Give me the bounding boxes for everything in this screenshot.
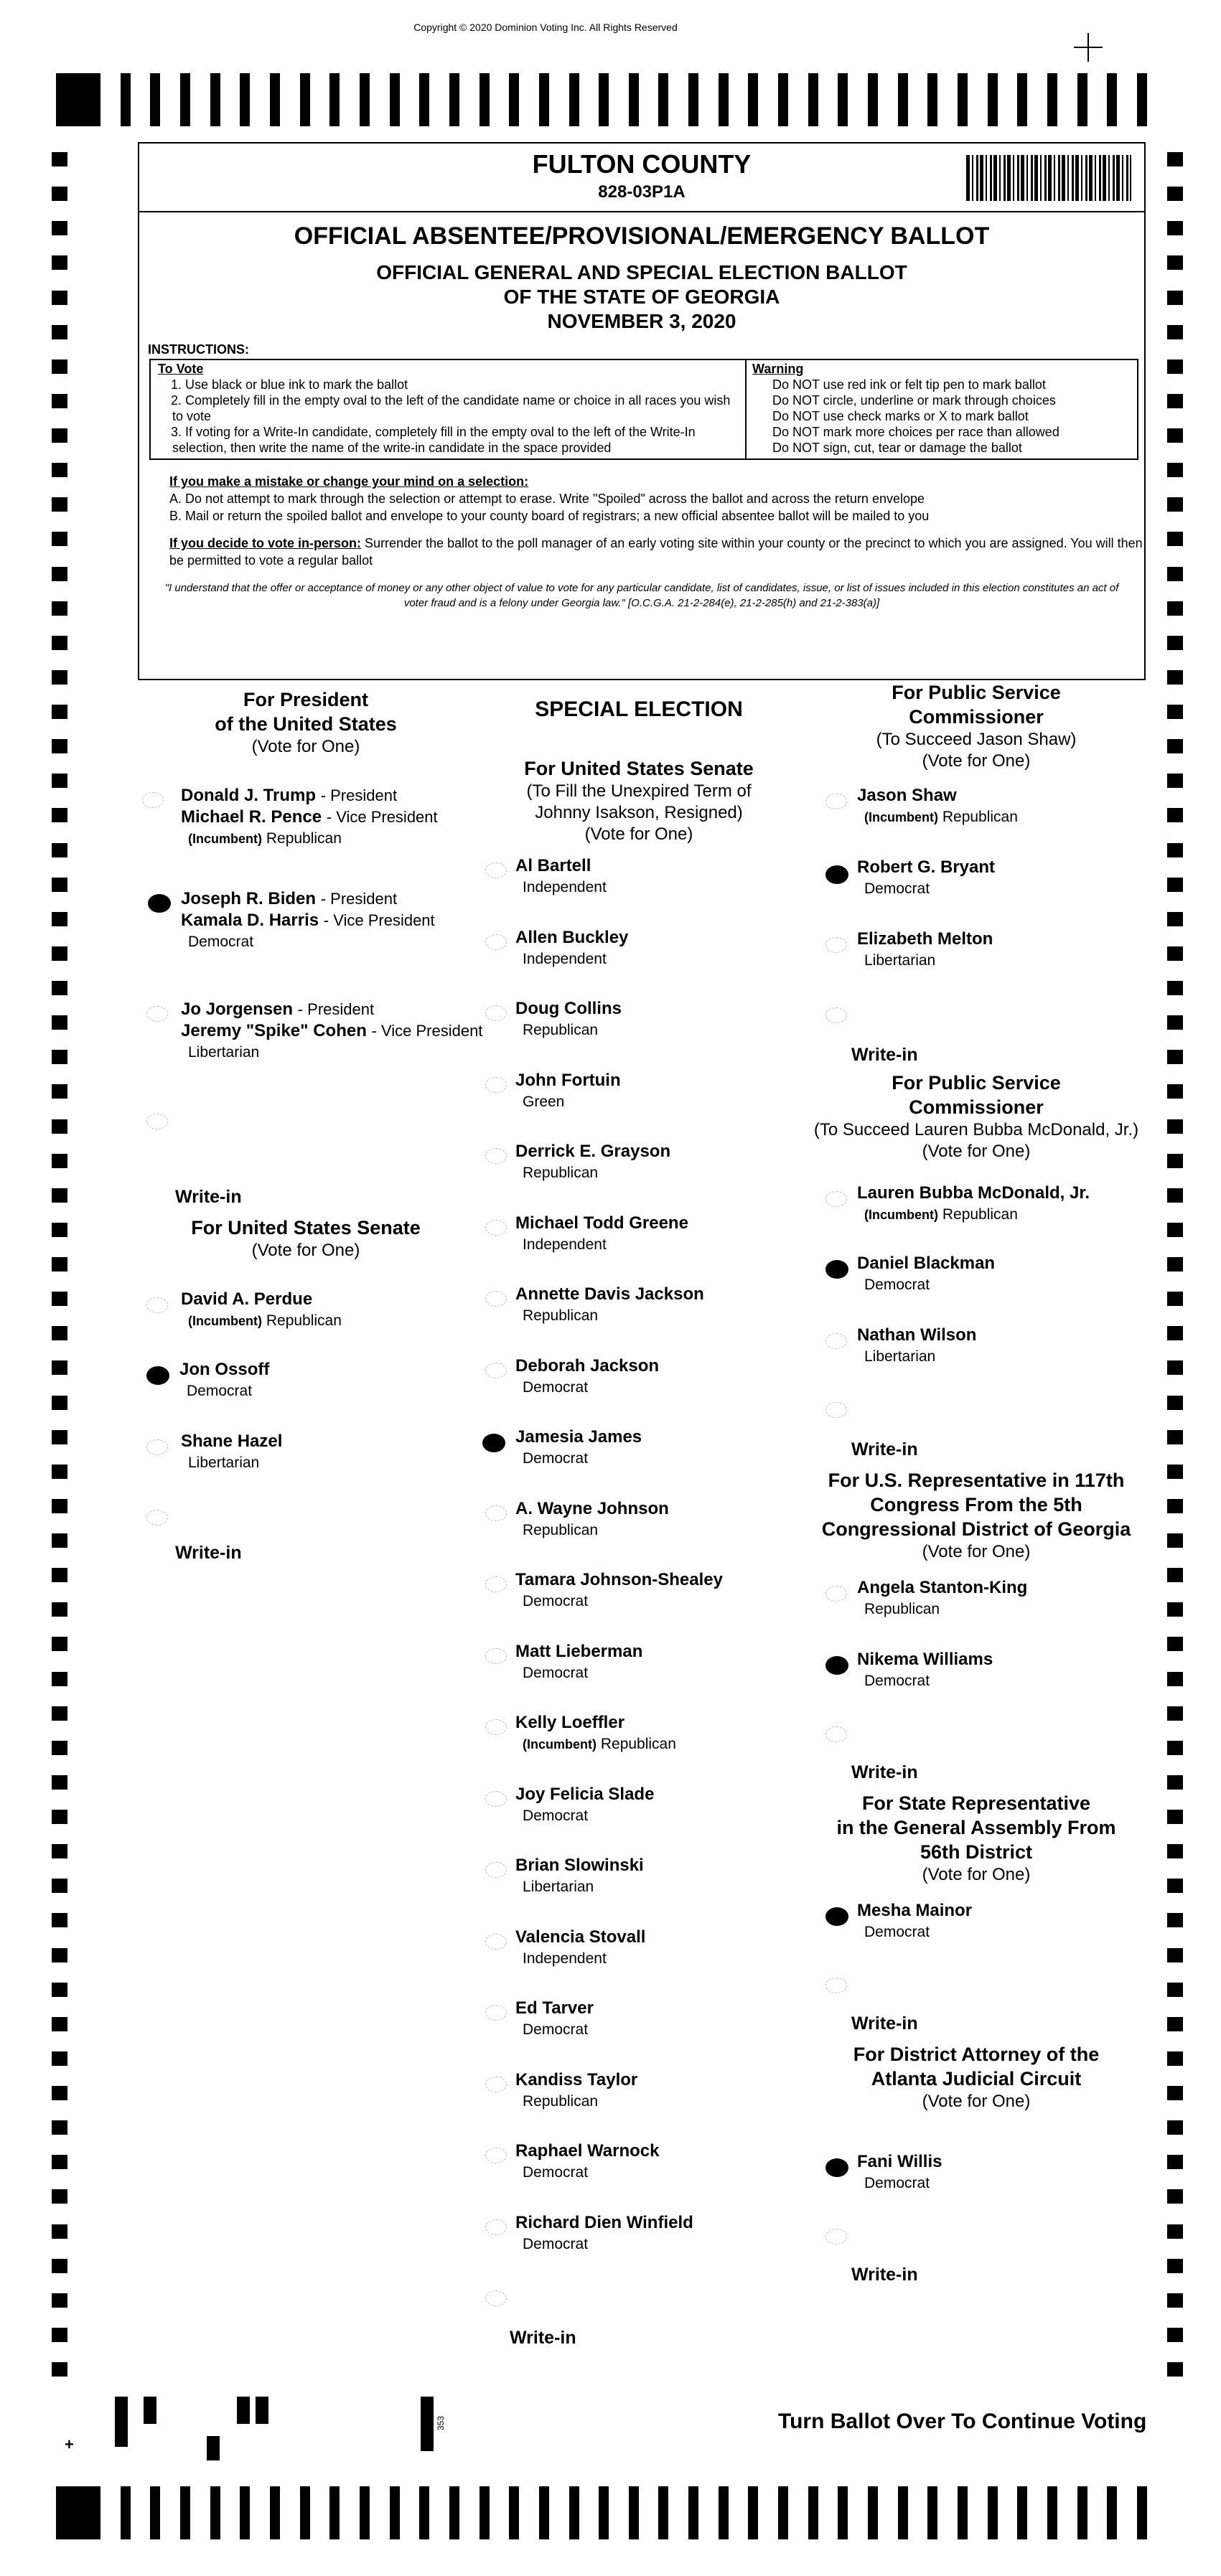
candidate-mcdonald: Lauren Bubba McDonald, Jr. (Incumbent) Republican: [857, 1183, 1090, 1223]
plus-mark: +: [65, 2435, 74, 2453]
vote-oval[interactable]: [825, 937, 847, 953]
writein-label: Write-in: [851, 1439, 918, 1459]
special-candidate: Jamesia James Democrat: [515, 1427, 642, 1467]
vote-oval-writein[interactable]: [825, 1978, 847, 1993]
vote-oval-writein[interactable]: [825, 2229, 847, 2244]
candidate-wilson: Nathan Wilson Libertarian: [857, 1325, 977, 1365]
timing-marks-right: [1167, 152, 1183, 2377]
special-candidate: Brian Slowinski Libertarian: [515, 1856, 644, 1895]
special-candidate: Kelly Loeffler (Incumbent) Republican: [515, 1713, 676, 1752]
vote-oval-marked[interactable]: [825, 1656, 848, 1675]
vote-oval-marked[interactable]: [825, 865, 848, 884]
vote-oval[interactable]: [485, 1363, 507, 1378]
vote-oval[interactable]: [485, 1220, 507, 1236]
instruction-item: 1. Use black or blue ink to mark the ballot: [171, 377, 408, 392]
candidate-perdue: David A. Perdue (Incumbent) Republican: [181, 1289, 342, 1329]
vote-oval[interactable]: [485, 1077, 507, 1093]
candidate-hazel: Shane Hazel Libertarian: [181, 1432, 283, 1471]
instructions-label: INSTRUCTIONS:: [148, 342, 249, 357]
special-candidate: Ed Tarver Democrat: [515, 1998, 594, 2038]
vote-oval[interactable]: [485, 1148, 507, 1164]
barcode-icon: [966, 155, 1131, 201]
special-candidate: Deborah Jackson Democrat: [515, 1356, 660, 1396]
ballot-sequence-number: 353: [436, 2415, 446, 2431]
candidate-shaw: Jason Shaw (Incumbent) Republican: [857, 786, 1018, 825]
race-da-title: For District Attorney of the Atlanta Judicial Circuit (Vote for One): [853, 2044, 1100, 2111]
vote-oval[interactable]: [485, 862, 507, 878]
candidate-stanton-king: Angela Stanton-King Republican: [857, 1578, 1028, 1617]
writein-label: Write-in: [851, 2013, 918, 2034]
special-candidate: Raphael Warnock Democrat: [515, 2141, 660, 2181]
warning-item: Do NOT mark more choices per race than allowed: [772, 425, 1059, 439]
vote-oval-writein[interactable]: [146, 1114, 168, 1129]
vote-oval[interactable]: [485, 1648, 507, 1664]
vote-oval[interactable]: [485, 1005, 507, 1021]
special-candidate: Matt Lieberman Democrat: [515, 1642, 643, 1681]
instruction-item: 2. Completely fill in the empty oval to the left of the candidate name or choice in all races you wish to vote: [171, 393, 731, 423]
candidate-melton: Elizabeth Melton Libertarian: [857, 929, 993, 969]
to-vote-heading: To Vote: [158, 362, 204, 376]
race-senate-title: For United States Senate (Vote for One): [191, 1217, 421, 1260]
vote-oval[interactable]: [142, 792, 164, 808]
voter-fraud-notice: "I understand that the offer or acceptance of money or any other object of value to vote for any particular candidate, list of candidates, issue, or list of issues included in this election constitutes an act of voter fraud and is a felony under Georgia law." [O.C.G.A. 21-2-284(e), 21-2-285(h) and 21-2-383(a)]: [164, 582, 1119, 609]
vote-oval[interactable]: [146, 1006, 168, 1022]
vote-oval[interactable]: [485, 1576, 507, 1592]
race-psc1-title: For Public Service Commissioner (To Succeed Jason Shaw) (Vote for One): [876, 682, 1077, 771]
special-candidate: Richard Dien Winfield Democrat: [515, 2213, 693, 2252]
vote-oval[interactable]: [485, 1934, 507, 1950]
special-candidate: Kandiss Taylor Republican: [515, 2070, 638, 2110]
writein-label: Write-in: [851, 1045, 918, 1065]
writein-label: Write-in: [175, 1187, 242, 1207]
vote-oval[interactable]: [146, 1297, 168, 1313]
race-house-title: For U.S. Representative in 117th Congress From the 5th Congressional District of Georgia (Vote for One): [821, 1470, 1131, 1561]
candidate-bryant: Robert G. Bryant Democrat: [857, 857, 996, 897]
election-title: OFFICIAL GENERAL AND SPECIAL ELECTION BALLOT OF THE STATE OF GEORGIA NOVEMBER 3, 2020: [376, 261, 907, 332]
vote-oval[interactable]: [485, 2148, 507, 2163]
special-candidate: Michael Todd Greene Independent: [515, 1213, 688, 1253]
special-candidate: A. Wayne Johnson Republican: [515, 1499, 669, 1538]
race-psc2-title: For Public Service Commissioner (To Succeed Lauren Bubba McDonald, Jr.) (Vote for One): [813, 1072, 1139, 1161]
writein-label: Write-in: [510, 2328, 576, 2348]
special-candidate: Valencia Stovall Independent: [515, 1927, 646, 1967]
vote-oval[interactable]: [485, 1719, 507, 1735]
vote-oval-marked[interactable]: [482, 1434, 505, 1452]
vote-oval[interactable]: [825, 1586, 847, 1602]
writein-label: Write-in: [851, 2265, 918, 2285]
vote-oval[interactable]: [485, 1862, 507, 1878]
special-candidate: Doug Collins Republican: [515, 999, 622, 1038]
turn-over-notice: Turn Ballot Over To Continue Voting: [778, 2410, 1147, 2433]
vote-oval[interactable]: [485, 1505, 507, 1521]
special-candidate: Annette Davis Jackson Republican: [515, 1284, 704, 1324]
writein-label: Write-in: [175, 1543, 242, 1563]
timing-marks-bottom: [56, 2486, 1147, 2539]
vote-oval[interactable]: [485, 1791, 507, 1807]
vote-oval-writein[interactable]: [825, 1402, 847, 1418]
instruction-item: 3. If voting for a Write-In candidate, completely fill in the empty oval to the left of the Write-In selection, then write the name of the write-in candidate in the space provided: [171, 425, 696, 455]
candidate-biden-harris: Joseph R. Biden - President Kamala D. Harris - Vice President Democrat: [181, 889, 435, 950]
vote-oval-marked[interactable]: [825, 2158, 848, 2177]
vote-oval-marked[interactable]: [146, 1366, 169, 1385]
special-candidate: Tamara Johnson-Shealey Democrat: [515, 1570, 723, 1609]
vote-oval[interactable]: [146, 1439, 168, 1455]
special-candidate: John Fortuin Green: [515, 1071, 621, 1110]
copyright: Copyright © 2020 Dominion Voting Inc. All Rights Reserved: [413, 22, 678, 33]
writein-label: Write-in: [851, 1762, 918, 1782]
special-candidate: Allen Buckley Independent: [515, 928, 629, 967]
vote-oval[interactable]: [485, 2077, 507, 2092]
candidate-williams: Nikema Williams Democrat: [857, 1650, 993, 1689]
vote-oval-marked[interactable]: [825, 1907, 848, 1926]
vote-oval-writein[interactable]: [485, 2290, 507, 2306]
vote-oval[interactable]: [825, 1333, 847, 1349]
candidate-willis: Fani Willis Democrat: [857, 2152, 942, 2191]
race-special-senate-title: For United States Senate (To Fill the Unexpired Term of Johnny Isakson, Resigned) (Vote for One): [524, 758, 754, 844]
registration-mark-icon: [1074, 33, 1103, 62]
special-candidate: Al Bartell Independent: [515, 856, 607, 896]
candidate-ossoff: Jon Ossoff Democrat: [179, 1360, 270, 1399]
vote-oval[interactable]: [825, 1191, 847, 1207]
warning-item: Do NOT sign, cut, tear or damage the ballot: [772, 441, 1022, 455]
vote-oval[interactable]: [485, 2219, 507, 2235]
warning-heading: Warning: [752, 362, 804, 376]
race-state-rep-title: For State Representative in the General Assembly From 56th District (Vote for One): [836, 1792, 1116, 1884]
vote-oval-writein[interactable]: [825, 1726, 847, 1742]
vote-oval-writein[interactable]: [825, 1007, 847, 1023]
vote-oval[interactable]: [825, 794, 847, 809]
special-candidate: Joy Felicia Slade Democrat: [515, 1785, 655, 1824]
special-candidate: Derrick E. Grayson Republican: [515, 1142, 671, 1181]
race-president-title: For President of the United States (Vote for One): [215, 689, 397, 756]
vote-oval[interactable]: [485, 934, 507, 950]
county-name: FULTON COUNTY: [532, 149, 752, 179]
candidate-jorgensen-cohen: Jo Jorgensen - President Jeremy "Spike" Cohen - Vice President Libertarian: [181, 1000, 483, 1061]
warning-item: Do NOT circle, underline or mark through choices: [772, 393, 1056, 408]
ballot-title: OFFICIAL ABSENTEE/PROVISIONAL/EMERGENCY BALLOT: [294, 222, 990, 250]
vote-oval[interactable]: [485, 1291, 507, 1307]
candidate-mainor: Mesha Mainor Democrat: [857, 1901, 973, 1940]
candidate-trump-pence: Donald J. Trump - President Michael R. Pence - Vice President (Incumbent) Republican: [181, 786, 438, 847]
candidate-blackman: Daniel Blackman Democrat: [857, 1254, 996, 1293]
vote-oval-writein[interactable]: [146, 1510, 168, 1526]
ballot-code: 828-03P1A: [598, 182, 686, 202]
vote-oval-marked[interactable]: [825, 1260, 848, 1279]
warning-item: Do NOT use red ink or felt tip pen to mark ballot: [772, 377, 1046, 392]
special-election-label: SPECIAL ELECTION: [535, 697, 743, 721]
ballot-header: [138, 142, 1146, 680]
vote-oval[interactable]: [485, 2005, 507, 2021]
warning-item: Do NOT use check marks or X to mark ballot: [772, 409, 1029, 423]
vote-oval-marked[interactable]: [148, 894, 171, 913]
mistake-section: If you make a mistake or change your mind on a selection: A. Do not attempt to mark through the selection or attempt to erase. Write "Spoiled" across the ballot and across the return envelope B. Mail or return the spoiled ballot and envelope to your county board of registrars; a new official absentee ballot will be mailed to you If you decide to vote in-person: Surrender the ballot to the poll manager of an early voting site within your county or the precinct to which you are assigned. You will then be permitted to vote a regular ballot: [169, 474, 1143, 568]
timing-marks-top: [56, 73, 1147, 126]
timing-marks-left: [52, 152, 67, 2377]
instructions-table: [149, 359, 1138, 460]
